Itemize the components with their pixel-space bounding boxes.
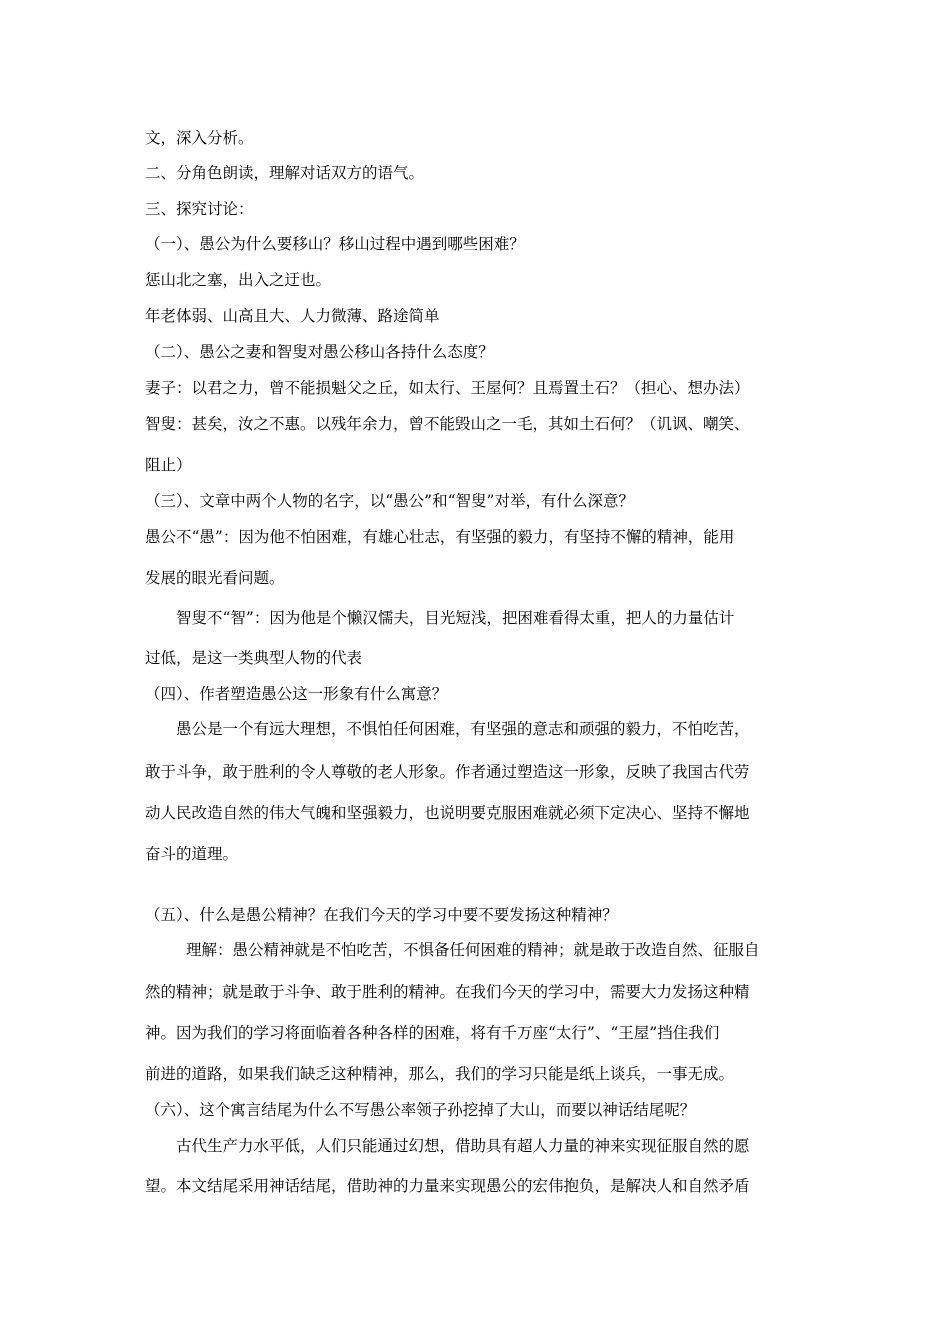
text-line: 年老体弱、山高且大、人力微薄、路途简单 [145,307,440,325]
text-line: 智叟不“智”：因为他是个懒汉懦夫，目光短浅，把困难看得太重，把人的力量估计 [176,609,735,627]
text-line: 望。本文结尾采用神话结尾，借助神的力量来实现愚公的宏伟抱负，是解决人和自然矛盾 [145,1177,750,1195]
text-line: 三、探究讨论： [145,200,254,218]
text-line: 惩山北之塞，出入之迂也。 [145,271,332,289]
text-line: 文，深入分析。 [145,129,254,147]
text-line: 发展的眼光看问题。 [145,569,285,587]
text-line: 智叟：甚矣，汝之不惠。以残年余力，曾不能毁山之一毛，其如土石何？（讥讽、嘲笑、 [145,415,750,433]
text-line: 前进的道路，如果我们缺乏这种精神，那么，我们的学习只能是纸上谈兵，一事无成。 [145,1065,735,1083]
question-heading: （三）、文章中两个人物的名字，以“愚公”和“智叟”对举，有什么深意？ [145,492,634,510]
text-line: 古代生产力水平低，人们只能通过幻想，借助具有超人力量的神来实现征服自然的愿 [176,1137,750,1155]
text-line: 愚公是一个有远大理想，不惧怕任何困难，有坚强的意志和顽强的毅力，不怕吃苦， [176,720,750,738]
text-line: 神。因为我们的学习将面临着各种各样的困难，将有千万座“太行”、“王屋”挡住我们 [145,1024,720,1042]
text-line: 过低，是这一类典型人物的代表 [145,649,363,667]
text-line: 阻止） [145,456,192,474]
text-line: 奋斗的道理。 [145,845,239,863]
text-line: 二、分角色朗读，理解对话双方的语气。 [145,164,425,182]
text-line: 然的精神；就是敢于斗争、敢于胜利的精神。在我们今天的学习中，需要大力发扬这种精 [145,983,750,1001]
text-line: 敢于斗争，敢于胜利的令人尊敬的老人形象。作者通过塑造这一形象，反映了我国古代劳 [145,763,750,781]
question-heading: （二）、愚公之妻和智叟对愚公移山各持什么态度？ [145,343,494,361]
text-line: 动人民改造自然的伟大气魄和坚强毅力，也说明要克服困难就必须下定决心、坚持不懈地 [145,804,750,822]
text-line: 愚公不“愚”：因为他不怕困难，有雄心壮志，有坚强的毅力，有坚持不懈的精神，能用 [145,528,735,546]
text-line: 理解：愚公精神就是不怕吃苦，不惧备任何困难的精神；就是敢于改造自然、征服自 [186,941,760,959]
text-line: 妻子：以君之力，曾不能损魁父之丘，如太行、王屋何？且焉置土石？（担心、想办法） [145,379,750,397]
question-heading: （一）、愚公为什么要移山？移山过程中遇到哪些困难？ [145,235,525,253]
question-heading: （五）、什么是愚公精神？在我们今天的学习中要不要发扬这种精神？ [145,906,618,924]
question-heading: （六）、这个寓言结尾为什么不写愚公率领子孙挖掉了大山，而要以神话结尾呢？ [145,1101,696,1119]
question-heading: （四）、作者塑造愚公这一形象有什么寓意？ [145,685,448,703]
